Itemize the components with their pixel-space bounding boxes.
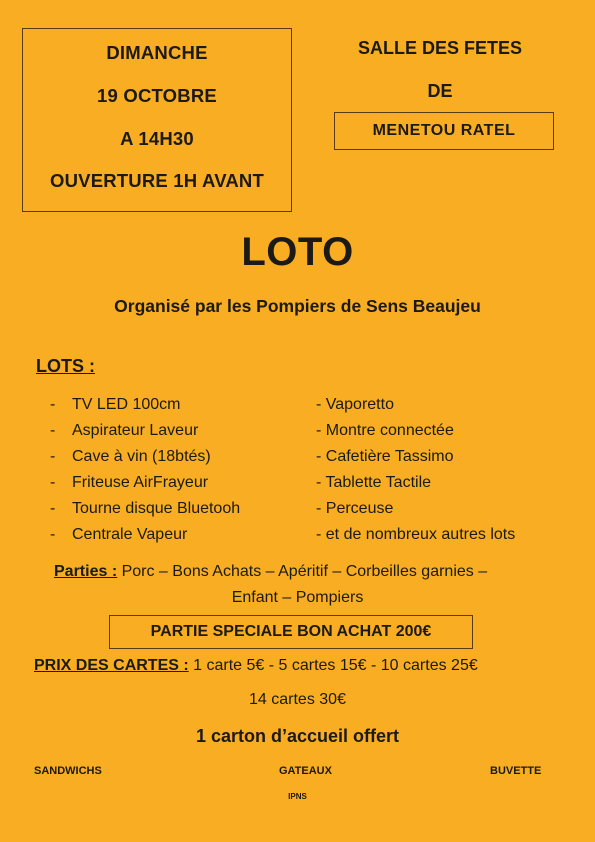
- date-text: 19 OCTOBRE: [97, 85, 217, 106]
- lots-heading: LOTS :: [36, 356, 95, 376]
- list-item: - Tourne disque Bluetooh: [50, 500, 241, 517]
- prices-label: PRIX DES CARTES :: [34, 657, 189, 674]
- welcome-card-text: 1 carton d’accueil offert: [195, 726, 400, 746]
- list-item: - et de nombreux autres lots: [316, 526, 516, 543]
- list-item: - Montre connectée: [316, 422, 454, 439]
- list-item: - Vaporetto: [316, 396, 394, 413]
- opening-text: OUVERTURE 1H AVANT: [50, 170, 264, 191]
- parties-line: [54, 563, 544, 581]
- footer-buvette: BUVETTE: [490, 765, 542, 777]
- organizer-text: Organisé par les Pompiers de Sens Beaujeu: [114, 296, 481, 316]
- ipns-text: IPNS: [288, 792, 307, 801]
- town-box: MENETOU RATEL: [334, 112, 554, 150]
- footer-sandwichs: SANDWICHS: [34, 765, 102, 777]
- venue-line2: DE: [427, 81, 453, 101]
- footer-gateaux: GATEAUX: [279, 765, 332, 777]
- list-item: - Perceuse: [316, 500, 394, 517]
- page-title: LOTO: [241, 230, 354, 274]
- list-item: - Friteuse AirFrayeur: [50, 474, 209, 491]
- prices-line: [34, 657, 478, 675]
- list-item: - Cave à vin (18btés): [50, 448, 211, 465]
- list-item: - Cafetière Tassimo: [316, 448, 454, 465]
- prices-text: 1 carte 5€ - 5 cartes 15€ - 10 cartes 25€: [188, 657, 478, 674]
- list-item: - Centrale Vapeur: [50, 526, 188, 543]
- parties-text: Porc – Bons Achats – Apéritif – Corbeilles garnies –: [117, 563, 488, 580]
- parties-label: Parties :: [54, 563, 118, 580]
- time-text: A 14H30: [120, 128, 194, 149]
- list-item: - Aspirateur Laveur: [50, 422, 199, 439]
- special-game-box: PARTIE SPECIALE BON ACHAT 200€: [109, 615, 473, 649]
- parties-line2: Enfant – Pompiers: [231, 589, 364, 606]
- prices-line2: 14 cartes 30€: [249, 691, 346, 708]
- date-box: [22, 28, 292, 212]
- list-item: - Tablette Tactile: [316, 474, 432, 491]
- day-text: DIMANCHE: [106, 42, 208, 63]
- list-item: - TV LED 100cm: [50, 396, 181, 413]
- venue-line1: SALLE DES FETES: [357, 38, 523, 58]
